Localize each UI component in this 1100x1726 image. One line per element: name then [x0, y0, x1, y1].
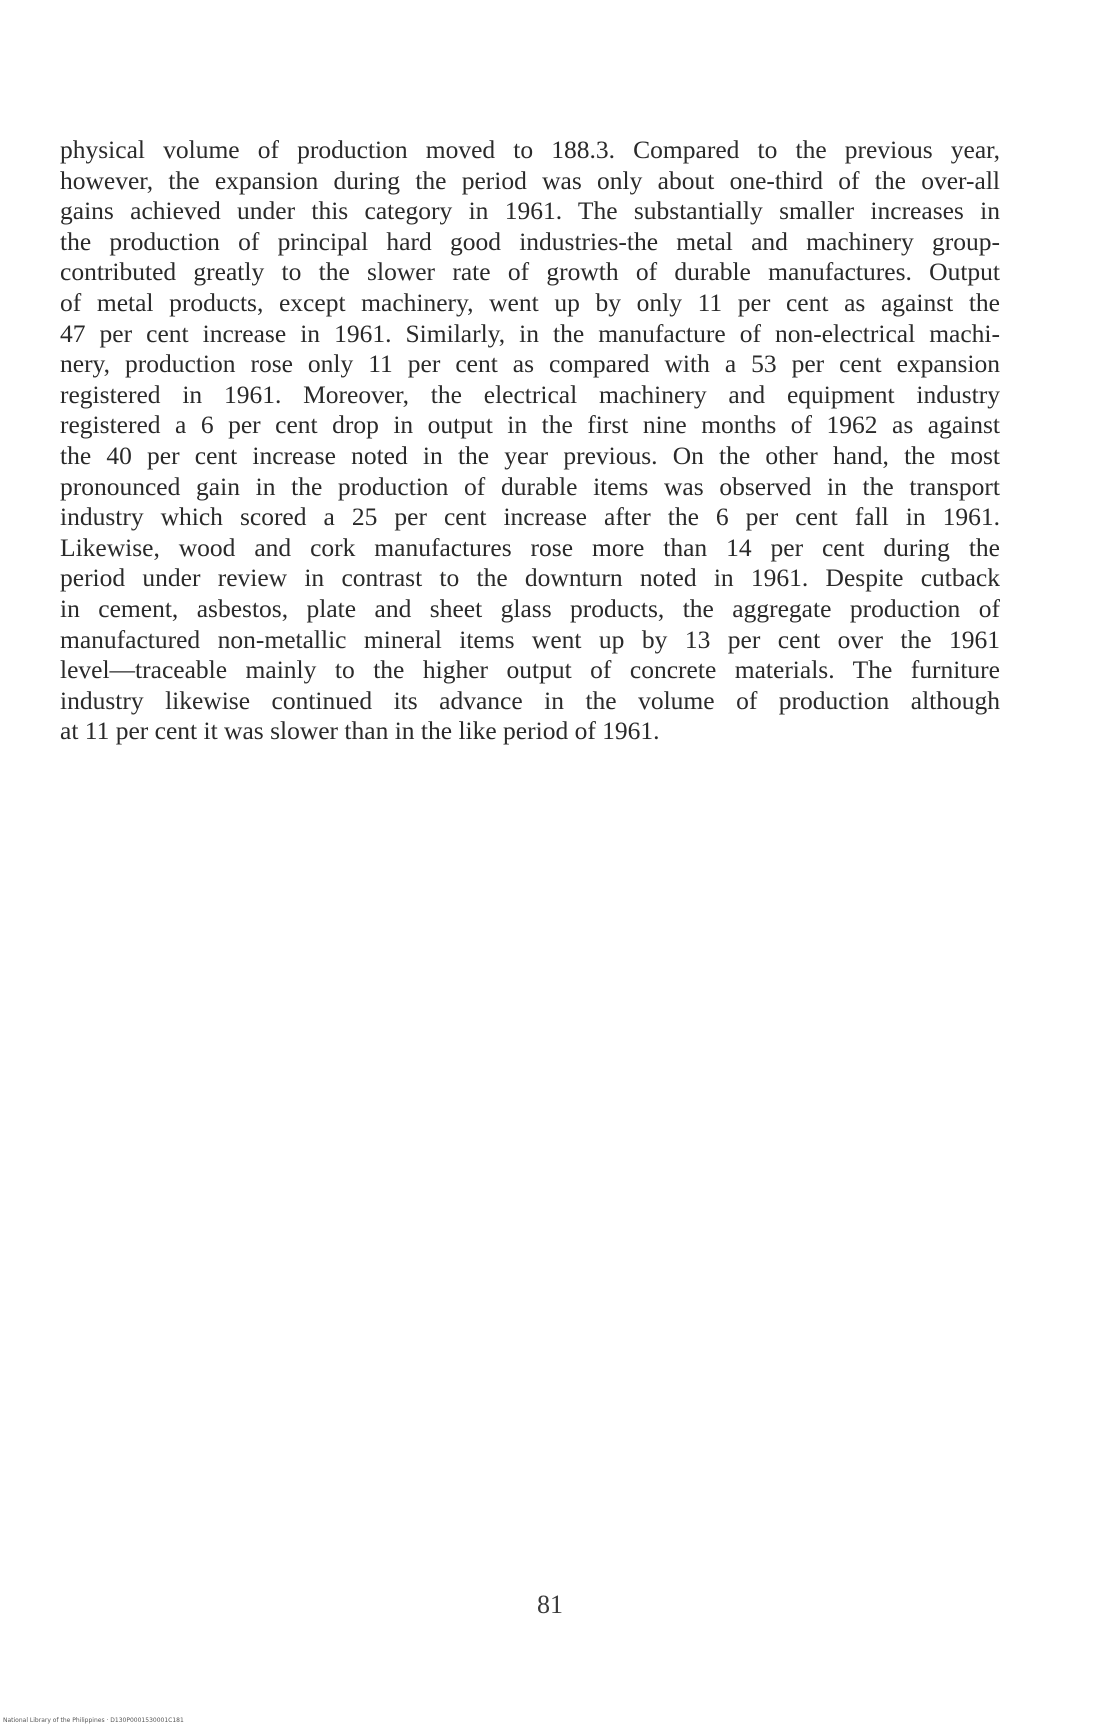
paragraph-line: at 11 per cent it was slower than in the like period of 1961. — [60, 716, 660, 746]
paragraph-line: of metal products, except machinery, went up by only 11 per cent as against the — [60, 287, 1000, 317]
paragraph-line: pronounced gain in the production of durable items was observed in the transport — [60, 471, 1000, 501]
paragraph-line: industry likewise continued its advance in the volume of production although — [60, 685, 1000, 715]
paragraph-line: contributed greatly to the slower rate of growth of durable manufactures. Output — [60, 257, 1000, 287]
paragraph-line: 47 per cent increase in 1961. Similarly, in the manufacture of non-electrical machi- — [60, 318, 1000, 348]
paragraph-line: manufactured non-metallic mineral items went up by 13 per cent over the 1961 — [60, 624, 1000, 654]
paragraph-line: period under review in contrast to the downturn noted in 1961. Despite cutback — [60, 563, 1000, 593]
paragraph-line: level—traceable mainly to the higher output of concrete materials. The furniture — [60, 655, 1000, 685]
scan-credit-footer: National Library of the Philippines · D130P0001530001C181 — [3, 1717, 184, 1724]
paragraph-line: nery, production rose only 11 per cent as compared with a 53 per cent expansion — [60, 349, 1000, 379]
body-paragraph — [60, 135, 1000, 747]
paragraph-line: the production of principal hard good industries-the metal and machinery group- — [60, 226, 1000, 256]
paragraph-line: gains achieved under this category in 1961. The substantially smaller increases in — [60, 196, 1000, 226]
paragraph-line: industry which scored a 25 per cent increase after the 6 per cent fall in 1961. — [60, 502, 1000, 532]
paragraph-line: in cement, asbestos, plate and sheet glass products, the aggregate production of — [60, 593, 1000, 623]
paragraph-line: however, the expansion during the period was only about one-third of the over-all — [60, 165, 1000, 195]
page-number: 81 — [537, 1590, 563, 1619]
paragraph-line: registered a 6 per cent drop in output in the first nine months of 1962 as against — [60, 410, 1000, 440]
paragraph-line: physical volume of production moved to 188.3. Compared to the previous year, — [60, 135, 1000, 164]
paragraph-line: registered in 1961. Moreover, the electrical machinery and equipment industry — [60, 379, 1000, 409]
paragraph-line: Likewise, wood and cork manufactures rose more than 14 per cent during the — [60, 532, 1000, 562]
paragraph-line: the 40 per cent increase noted in the year previous. On the other hand, the most — [60, 440, 1000, 470]
